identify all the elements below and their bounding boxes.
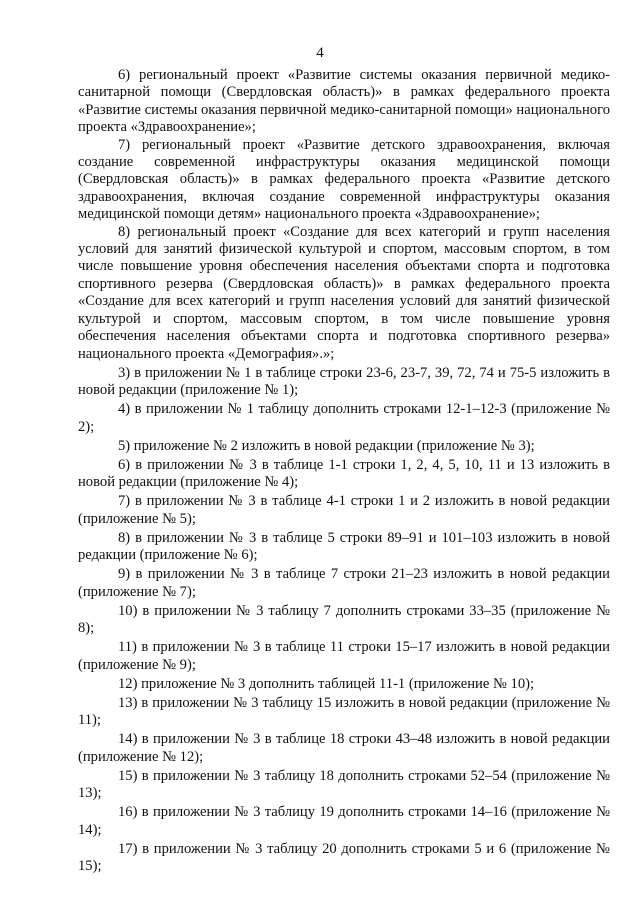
list-item-3: 3) в приложении № 1 в таблице строки 23-6, 23-7, 39, 72, 74 и 75-5 изложить в новой редакции (приложение № 1); — [78, 364, 610, 398]
list-item-14: 14) в приложении № 3 в таблице 18 строки 43–48 изложить в новой редакции (приложение № 12); — [78, 731, 610, 765]
list-item-11: 11) в приложении № 3 в таблице 11 строки 15–17 изложить в новой редакции (приложение № 9); — [78, 639, 610, 673]
list-item-13: 13) в приложении № 3 таблицу 15 изложить в новой редакции (приложение № 11); — [78, 694, 610, 729]
document-body — [78, 67, 610, 876]
list-item-9: 9) в приложении № 3 в таблице 7 строки 21–23 изложить в новой редакции (приложение № 7); — [78, 566, 610, 600]
paragraph-regional-project-8: 8) региональный проект «Создание для всех категорий и групп населения условий для занятий физической культурой и спортом, массовым спортом, в том числе повышение уровня обеспечения населения объектами спорта и подготовка спортивного резерва (Свердловская область)» в рамках федерального проекта «Создание для всех категорий и групп населения условий для занятий физической культурой и спортом, массовым спортом, в том числе повышение уровня обеспечения населения объектами спорта и подготовка спортивного резерва» национального проекта «Демография».»; — [78, 223, 610, 362]
list-item-10: 10) в приложении № 3 таблицу 7 дополнить строками 33–35 (приложение № 8); — [78, 602, 610, 637]
list-item-17: 17) в приложении № 3 таблицу 20 дополнить строками 5 и 6 (приложение № 15); — [78, 840, 610, 875]
list-item-4: 4) в приложении № 1 таблицу дополнить строками 12-1–12-3 (приложение № 2); — [78, 401, 610, 435]
list-item-8: 8) в приложении № 3 в таблице 5 строки 89–91 и 101–103 изложить в новой редакции (приложение № 6); — [78, 529, 610, 564]
list-item-7: 7) в приложении № 3 в таблице 4-1 строки 1 и 2 изложить в новой редакции (приложение № 5); — [78, 493, 610, 527]
list-item-5: 5) приложение № 2 изложить в новой редакции (приложение № 3); — [118, 437, 535, 454]
page-number: 4 — [316, 45, 324, 61]
list-item-16: 16) в приложении № 3 таблицу 19 дополнить строками 14–16 (приложение № 14); — [78, 804, 610, 838]
paragraph-regional-project-6: 6) региональный проект «Развитие системы оказания первичной медико-санитарной помощи (Свердловская область)» в рамках федерального проекта «Развитие системы оказания первичной медико-санитарной помощи» национального проекта «Здравоохранение»; — [78, 67, 610, 136]
list-item-6: 6) в приложении № 3 в таблице 1-1 строки 1, 2, 4, 5, 10, 11 и 13 изложить в новой редакции (приложение № 4); — [78, 456, 610, 491]
list-item-15: 15) в приложении № 3 таблицу 18 дополнить строками 52–54 (приложение № 13); — [78, 767, 610, 802]
list-item-12: 12) приложение № 3 дополнить таблицей 11-1 (приложение № 10); — [118, 675, 535, 692]
paragraph-regional-project-7: 7) региональный проект «Развитие детского здравоохранения, включая создание современной инфраструктуры оказания медицинской помощи (Свердловская область)» в рамках федерального проекта «Развитие детского здравоохранения, включая создание современной инфраструктуры оказания медицинской помощи детям» национального проекта «Здравоохранение»; — [78, 136, 610, 223]
